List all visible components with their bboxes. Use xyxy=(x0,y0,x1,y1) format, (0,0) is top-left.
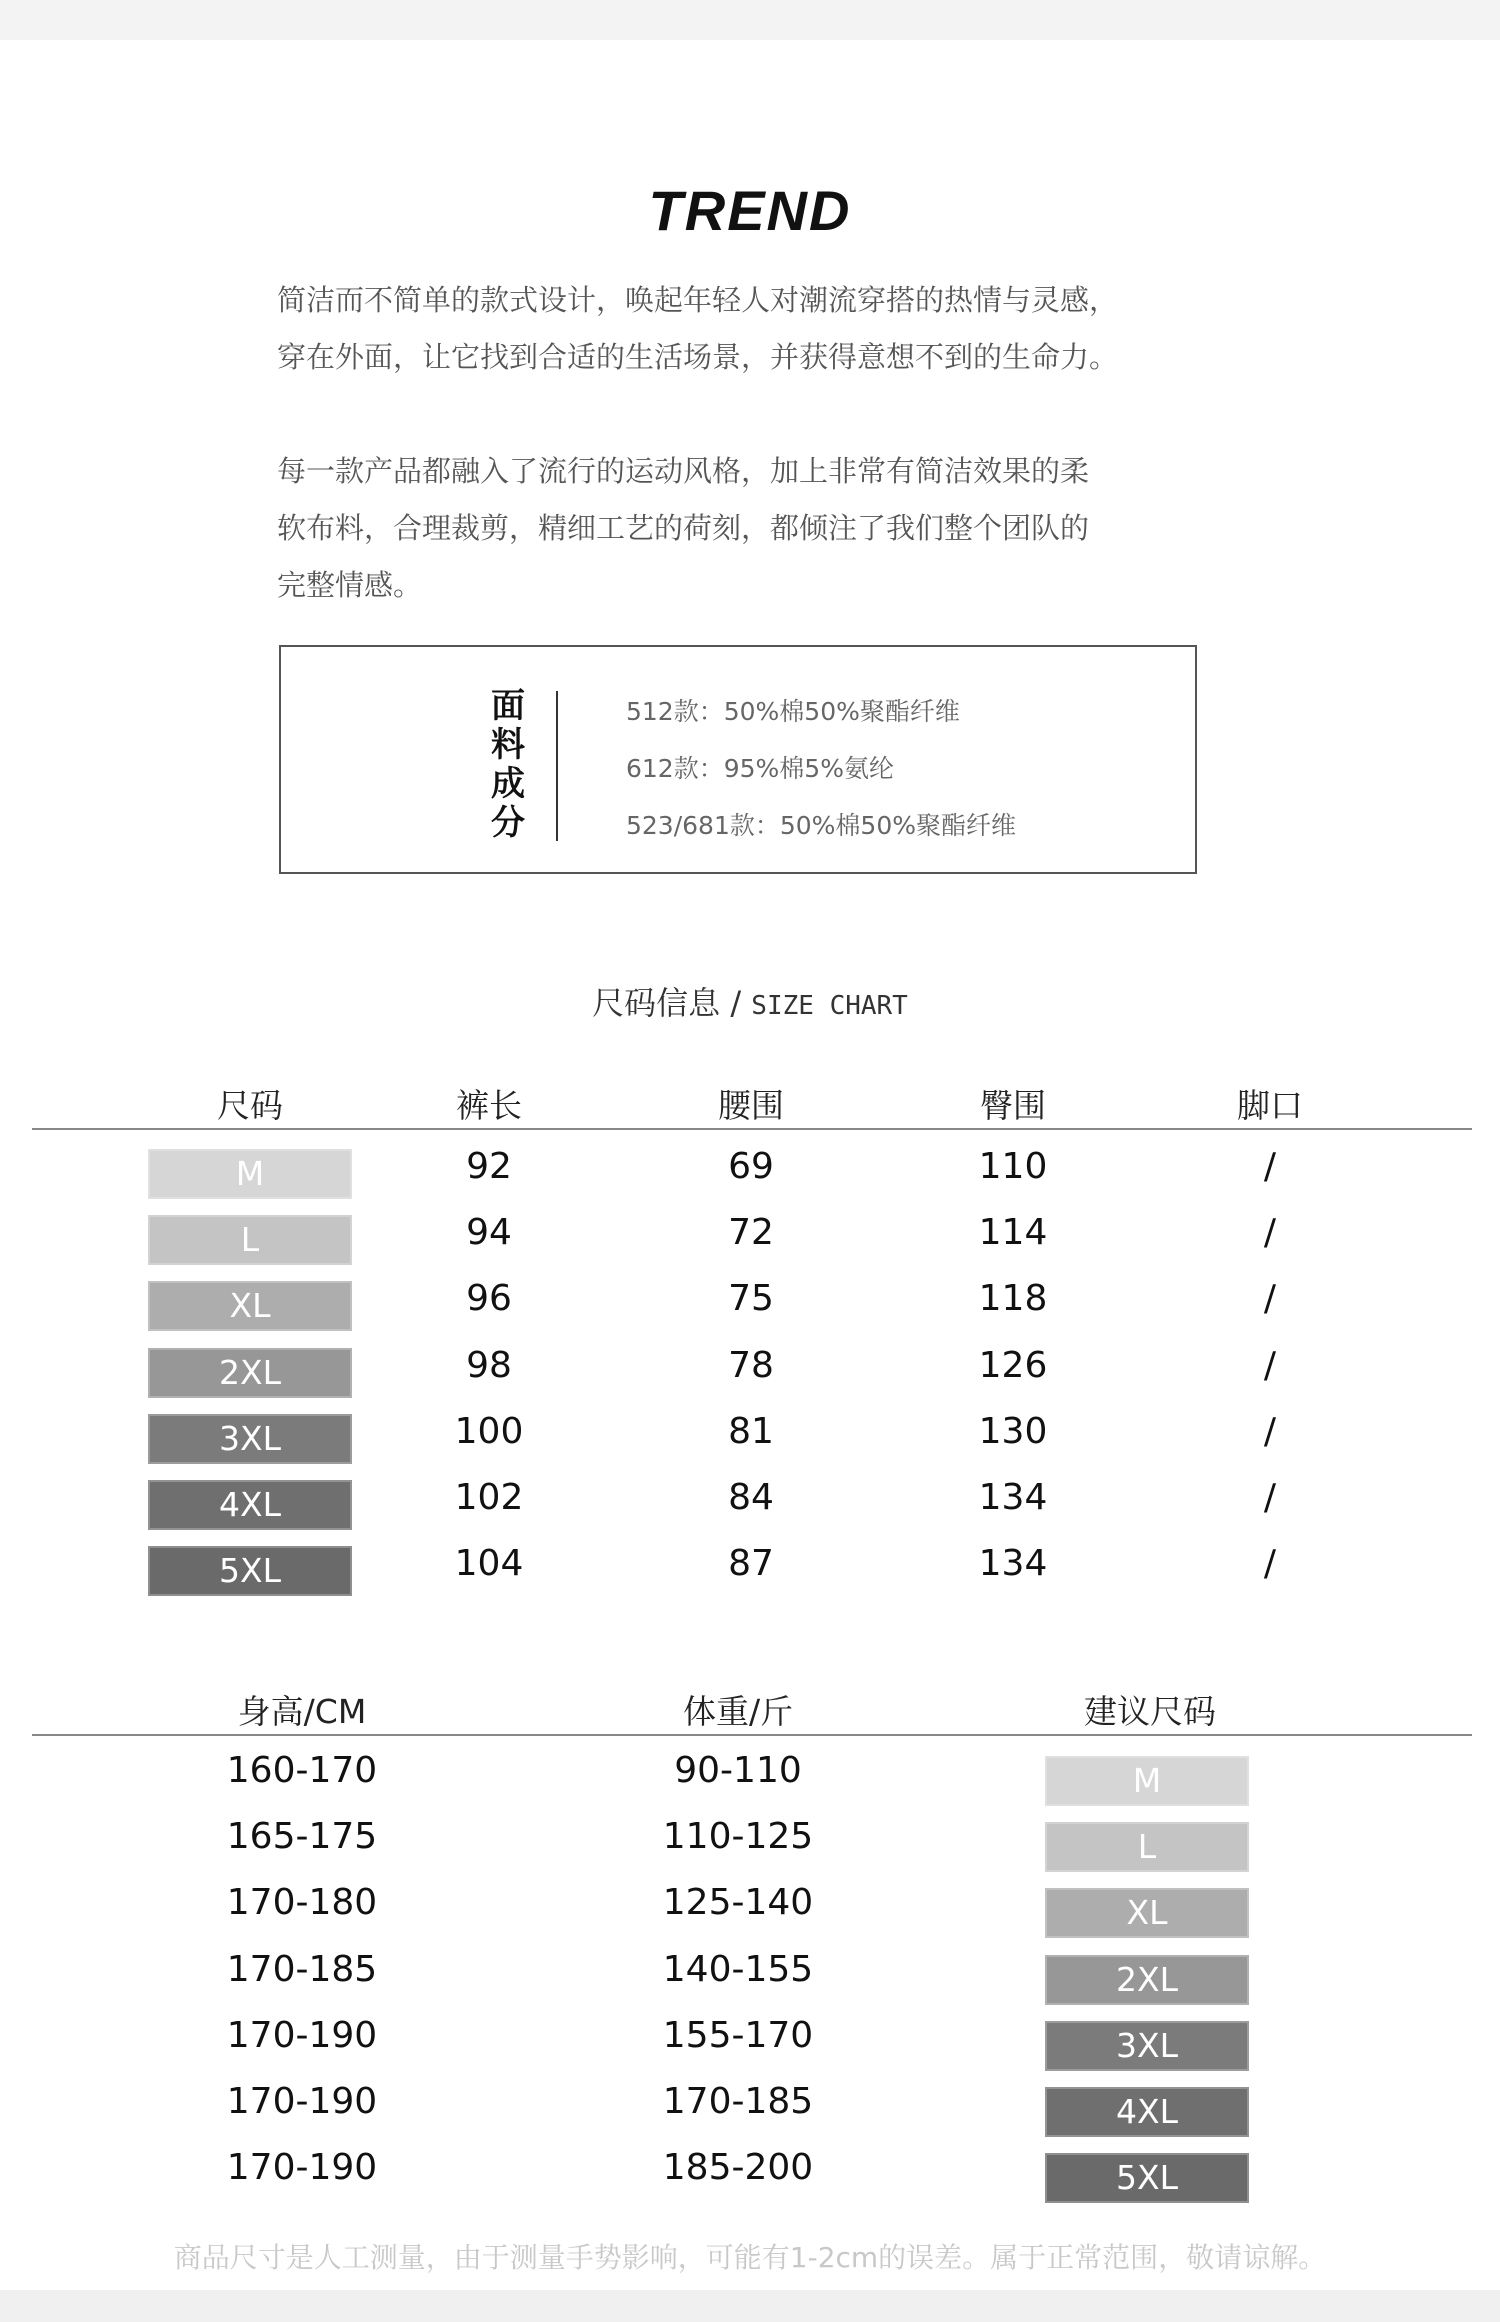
fabric-line: 523/681款：50%棉50%聚酯纤维 xyxy=(626,811,1016,840)
fabric-label-char: 面 xyxy=(491,686,525,726)
table-cell-hip: 110 xyxy=(978,1146,1048,1187)
intro-paragraph-2 xyxy=(277,443,1257,614)
table-cell-hem: / xyxy=(1263,1477,1277,1518)
table-cell-hem: / xyxy=(1263,1411,1277,1452)
table-cell-length: 94 xyxy=(466,1212,512,1253)
size-chart-heading xyxy=(0,978,1500,1024)
table-cell-hip: 118 xyxy=(978,1278,1048,1319)
fabric-label-char: 料 xyxy=(491,725,525,765)
intro-line: 软布料，合理裁剪，精细工艺的荷刻，都倾注了我们整个团队的 xyxy=(277,511,1090,545)
table-cell-weight: 90-110 xyxy=(674,1750,802,1791)
size-chart-heading-cn: 尺码信息 / xyxy=(592,984,742,1022)
column-header-weight: 体重/斤 xyxy=(682,1692,794,1731)
fabric-line: 612款：95%棉5%氨纶 xyxy=(626,754,894,783)
table-cell-length: 98 xyxy=(466,1345,512,1386)
table-cell-weight: 155-170 xyxy=(662,2015,814,2056)
table-cell-height: 170-185 xyxy=(226,1949,378,1990)
size-chart-heading-en: SIZE CHART xyxy=(751,991,908,1021)
table-cell-hem: / xyxy=(1263,1345,1277,1386)
table-cell-hip: 134 xyxy=(978,1543,1048,1584)
size-badge: XL xyxy=(1045,1888,1249,1938)
intro-line: 每一款产品都融入了流行的运动风格，加上非常有简洁效果的柔 xyxy=(277,454,1090,488)
column-header-hem: 脚口 xyxy=(1237,1086,1303,1125)
fabric-lines xyxy=(626,683,1016,854)
table-cell-hip: 114 xyxy=(978,1212,1048,1253)
table-cell-hip: 126 xyxy=(978,1345,1048,1386)
size-badge: 3XL xyxy=(1045,2021,1249,2071)
table-cell-height: 170-190 xyxy=(226,2081,378,2122)
table-cell-weight: 110-125 xyxy=(662,1816,814,1857)
table-cell-waist: 69 xyxy=(728,1146,774,1187)
table-cell-length: 96 xyxy=(466,1278,512,1319)
measurement-footnote: 商品尺寸是人工测量，由于测量手势影响，可能有1-2cm的误差。属于正常范围，敬请谅解。 xyxy=(173,2241,1327,2274)
size-badge: 2XL xyxy=(148,1348,352,1398)
table-cell-hem: / xyxy=(1263,1278,1277,1319)
table-cell-height: 170-180 xyxy=(226,1882,378,1923)
size-badge: L xyxy=(148,1215,352,1265)
column-header-suggested-size: 建议尺码 xyxy=(1084,1692,1216,1731)
intro-paragraph-1 xyxy=(277,272,1257,386)
fabric-divider xyxy=(556,691,558,841)
page-title: TREND xyxy=(648,179,852,242)
intro-line: 完整情感。 xyxy=(277,568,423,602)
table-cell-length: 100 xyxy=(454,1411,524,1452)
table-cell-hem: / xyxy=(1263,1146,1277,1187)
table-cell-weight: 125-140 xyxy=(662,1882,814,1923)
fabric-label-char: 分 xyxy=(491,803,525,843)
table-cell-hip: 130 xyxy=(978,1411,1048,1452)
fabric-label xyxy=(488,687,528,843)
table-cell-hem: / xyxy=(1263,1543,1277,1584)
table-cell-weight: 170-185 xyxy=(662,2081,814,2122)
table-cell-length: 104 xyxy=(454,1543,524,1584)
table-cell-waist: 78 xyxy=(728,1345,774,1386)
fabric-label-char: 成 xyxy=(491,764,525,804)
size-badge: L xyxy=(1045,1822,1249,1872)
top-band xyxy=(0,0,1500,40)
table-cell-height: 165-175 xyxy=(226,1816,378,1857)
size-badge: 4XL xyxy=(148,1480,352,1530)
table-cell-weight: 185-200 xyxy=(662,2147,814,2188)
size-badge: 5XL xyxy=(1045,2153,1249,2203)
fabric-line: 512款：50%棉50%聚酯纤维 xyxy=(626,697,960,726)
table-cell-height: 160-170 xyxy=(226,1750,378,1791)
column-header-height: 身高/CM xyxy=(237,1692,367,1731)
table-cell-height: 170-190 xyxy=(226,2147,378,2188)
column-header-length: 裤长 xyxy=(456,1086,522,1125)
table-cell-length: 92 xyxy=(466,1146,512,1187)
table-cell-length: 102 xyxy=(454,1477,524,1518)
size-badge: 2XL xyxy=(1045,1955,1249,2005)
bottom-band xyxy=(0,2290,1500,2322)
table-cell-waist: 75 xyxy=(728,1278,774,1319)
size-badge: M xyxy=(148,1149,352,1199)
size-badge: XL xyxy=(148,1281,352,1331)
fabric-composition-box xyxy=(279,645,1197,874)
size-badge: 4XL xyxy=(1045,2087,1249,2137)
table-cell-waist: 87 xyxy=(728,1543,774,1584)
table-cell-waist: 84 xyxy=(728,1477,774,1518)
table-cell-waist: 81 xyxy=(728,1411,774,1452)
header-rule xyxy=(32,1734,1472,1736)
intro-line: 穿在外面，让它找到合适的生活场景，并获得意想不到的生命力。 xyxy=(277,340,1119,374)
size-badge: 5XL xyxy=(148,1546,352,1596)
size-badge: M xyxy=(1045,1756,1249,1806)
column-header-hip: 臀围 xyxy=(980,1086,1046,1125)
column-header-size: 尺码 xyxy=(217,1086,283,1125)
intro-line: 简洁而不简单的款式设计，唤起年轻人对潮流穿搭的热情与灵感， xyxy=(277,283,1119,317)
header-rule xyxy=(32,1128,1472,1130)
table-cell-waist: 72 xyxy=(728,1212,774,1253)
column-header-waist: 腰围 xyxy=(718,1086,784,1125)
table-cell-hip: 134 xyxy=(978,1477,1048,1518)
table-cell-hem: / xyxy=(1263,1212,1277,1253)
size-badge: 3XL xyxy=(148,1414,352,1464)
table-cell-weight: 140-155 xyxy=(662,1949,814,1990)
table-cell-height: 170-190 xyxy=(226,2015,378,2056)
